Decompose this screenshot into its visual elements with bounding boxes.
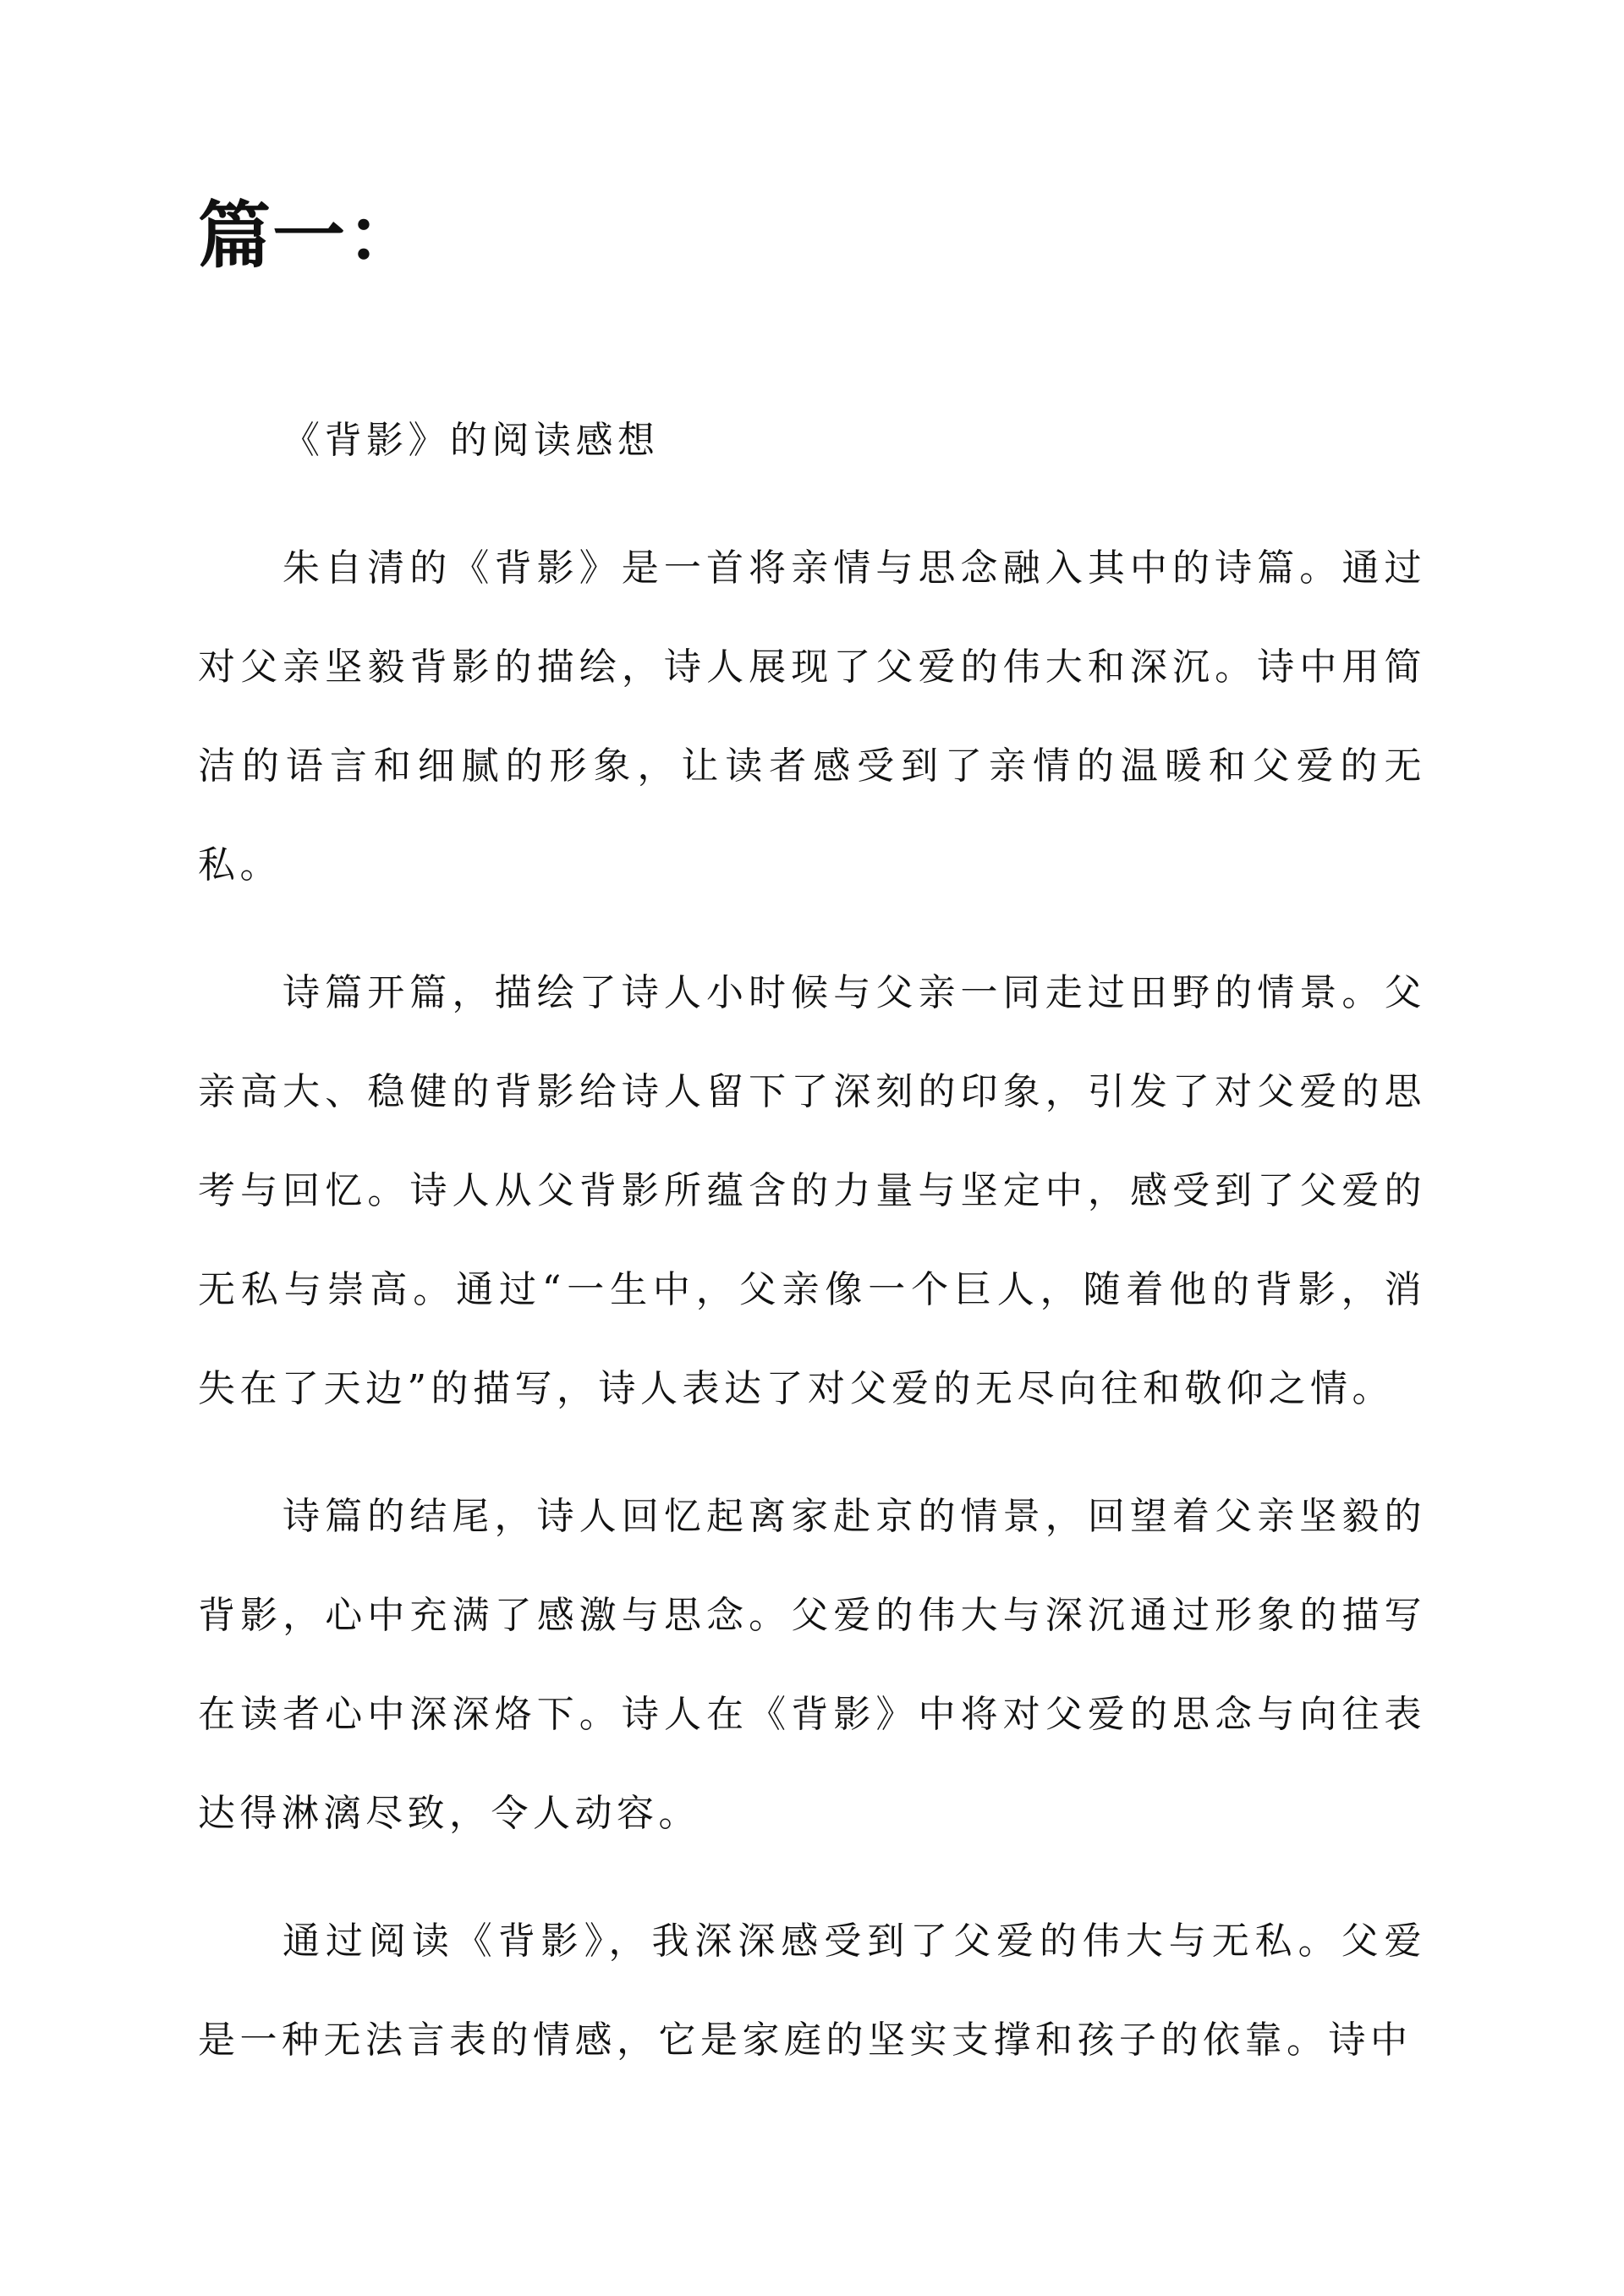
essay-title: 《背影》的阅读感想 xyxy=(283,419,660,462)
document-body xyxy=(198,391,1426,2090)
paragraph-3: 诗篇的结尾，诗人回忆起离家赴京的情景，回望着父亲坚毅的背影，心中充满了感激与思念。父爱的伟大与深沉通过形象的描写在读者心中深深烙下。诗人在《背影》中将对父爱的思念与向往表达得淋漓尽致，令人动容。 xyxy=(198,1495,1426,1835)
paragraph-2: 诗篇开篇，描绘了诗人小时候与父亲一同走过田野的情景。父亲高大、稳健的背影给诗人留下了深刻的印象，引发了对父爱的思考与回忆。诗人从父背影所蕴含的力量与坚定中，感受到了父爱的无私与崇高。通过“一生中，父亲像一个巨人，随着他的背影，消失在了天边”的描写，诗人表达了对父爱的无尽向往和敬仰之情。 xyxy=(198,971,1426,1410)
paragraph-4: 通过阅读《背影》，我深深感受到了父爱的伟大与无私。父爱是一种无法言表的情感，它是家庭的坚实支撑和孩子的依靠。诗中 xyxy=(198,1920,1426,2062)
section-heading: 篇一： xyxy=(198,194,421,278)
paragraph-1: 朱自清的《背影》是一首将亲情与思念融入其中的诗篇。通过对父亲坚毅背影的描绘，诗人展现了父爱的伟大和深沉。诗中用简洁的语言和细腻的形象，让读者感受到了亲情的温暖和父爱的无私。 xyxy=(198,547,1426,887)
